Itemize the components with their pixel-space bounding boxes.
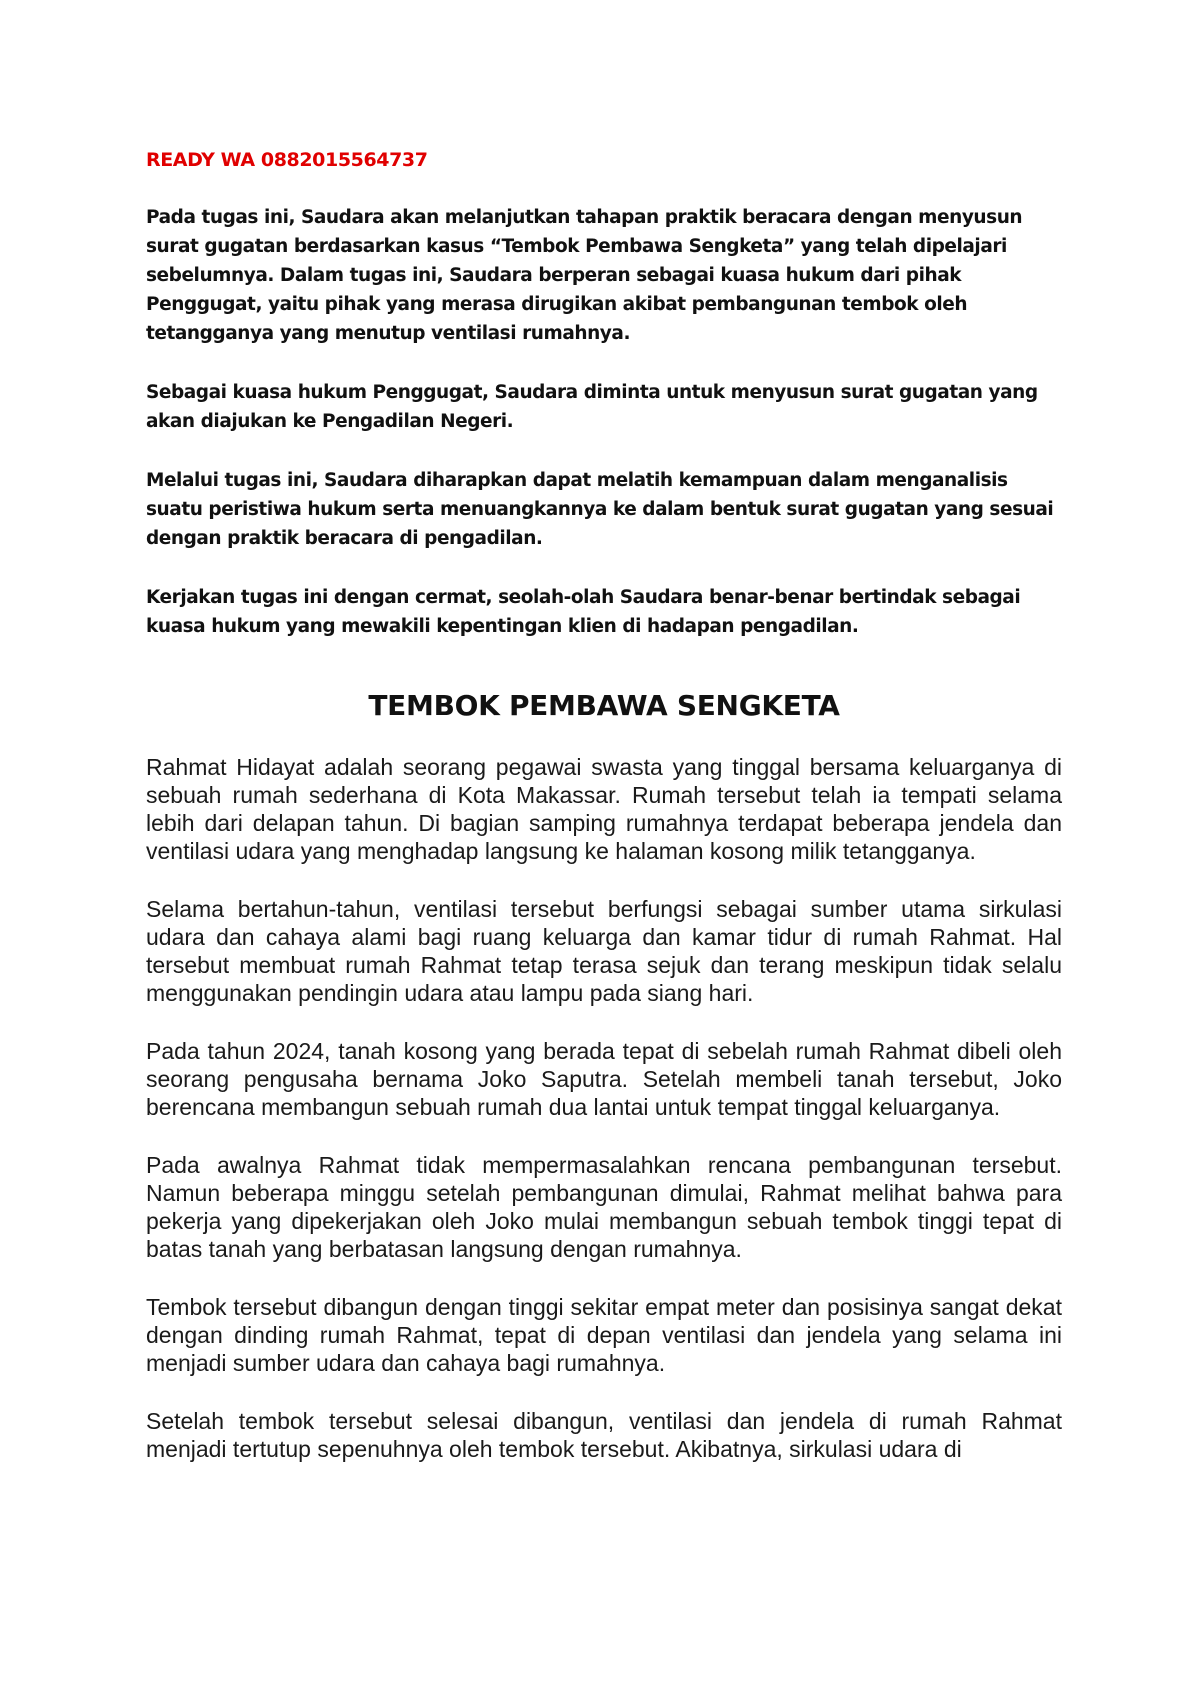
story-paragraph: Pada awalnya Rahmat tidak mempermasalahkan rencana pembangunan tersebut. Namun beberapa minggu setelah pembangunan dimulai, Rahmat melihat bahwa para pekerja yang dipekerjakan oleh Joko mulai membangun sebuah tembok tinggi tepat di batas tanah yang berbatasan langsung dengan rumahnya. (146, 1152, 1062, 1262)
instruction-paragraph: Sebagai kuasa hukum Penggugat, Saudara diminta untuk menyusun surat gugatan yang akan diajukan ke Pengadilan Negeri. (146, 382, 1038, 432)
story-paragraph: Tembok tersebut dibangun dengan tinggi sekitar empat meter dan posisinya sangat dekat dengan dinding rumah Rahmat, tepat di depan ventilasi dan jendela yang selama ini menjadi sumber udara dan cahaya bagi rumahnya. (146, 1294, 1062, 1376)
task-instructions (146, 203, 1062, 641)
case-title: TEMBOK PEMBAWA SENGKETA (368, 689, 840, 722)
document-body (146, 146, 1062, 1493)
story-paragraph: Pada tahun 2024, tanah kosong yang berada tepat di sebelah rumah Rahmat dibeli oleh seorang pengusaha bernama Joko Saputra. Setelah membeli tanah tersebut, Joko berencana membangun sebuah rumah dua lantai untuk tempat tinggal keluarganya. (146, 1038, 1062, 1120)
story-paragraph: Selama bertahun-tahun, ventilasi tersebut berfungsi sebagai sumber utama sirkulasi udara dan cahaya alami bagi ruang keluarga dan kamar tidur di rumah Rahmat. Hal tersebut membuat rumah Rahmat tetap terasa sejuk dan terang meskipun tidak selalu menggunakan pendingin udara atau lampu pada siang hari. (146, 896, 1062, 1006)
story-paragraph: Setelah tembok tersebut selesai dibangun, ventilasi dan jendela di rumah Rahmat menjadi tertutup sepenuhnya oleh tembok tersebut. Akibatnya, sirkulasi udara di (146, 1408, 1062, 1462)
instruction-paragraph: Melalui tugas ini, Saudara diharapkan dapat melatih kemampuan dalam menganalisis suatu peristiwa hukum serta menuangkannya ke dalam bentuk surat gugatan yang sesuai dengan praktik beracara di pengadilan. (146, 470, 1054, 549)
contact-line: READY WA 0882015564737 (146, 149, 428, 171)
story-paragraph: Rahmat Hidayat adalah seorang pegawai swasta yang tinggal bersama keluarganya di sebuah rumah sederhana di Kota Makassar. Rumah tersebut telah ia tempati selama lebih dari delapan tahun. Di bagian samping rumahnya terdapat beberapa jendela dan ventilasi udara yang menghadap langsung ke halaman kosong milik tetangganya. (146, 754, 1062, 864)
instruction-paragraph: Kerjakan tugas ini dengan cermat, seolah-olah Saudara benar-benar bertindak sebagai kuasa hukum yang mewakili kepentingan klien di hadapan pengadilan. (146, 587, 1021, 637)
instruction-paragraph: Pada tugas ini, Saudara akan melanjutkan tahapan praktik beracara dengan menyusun surat gugatan berdasarkan kasus “Tembok Pembawa Sengketa” yang telah dipelajari sebelumnya. Dalam tugas ini, Saudara berperan sebagai kuasa hukum dari pihak Penggugat, yaitu pihak yang merasa dirugikan akibat pembangunan tembok oleh tetangganya yang menutup ventilasi rumahnya. (146, 207, 1023, 344)
case-narrative (146, 753, 1062, 1463)
